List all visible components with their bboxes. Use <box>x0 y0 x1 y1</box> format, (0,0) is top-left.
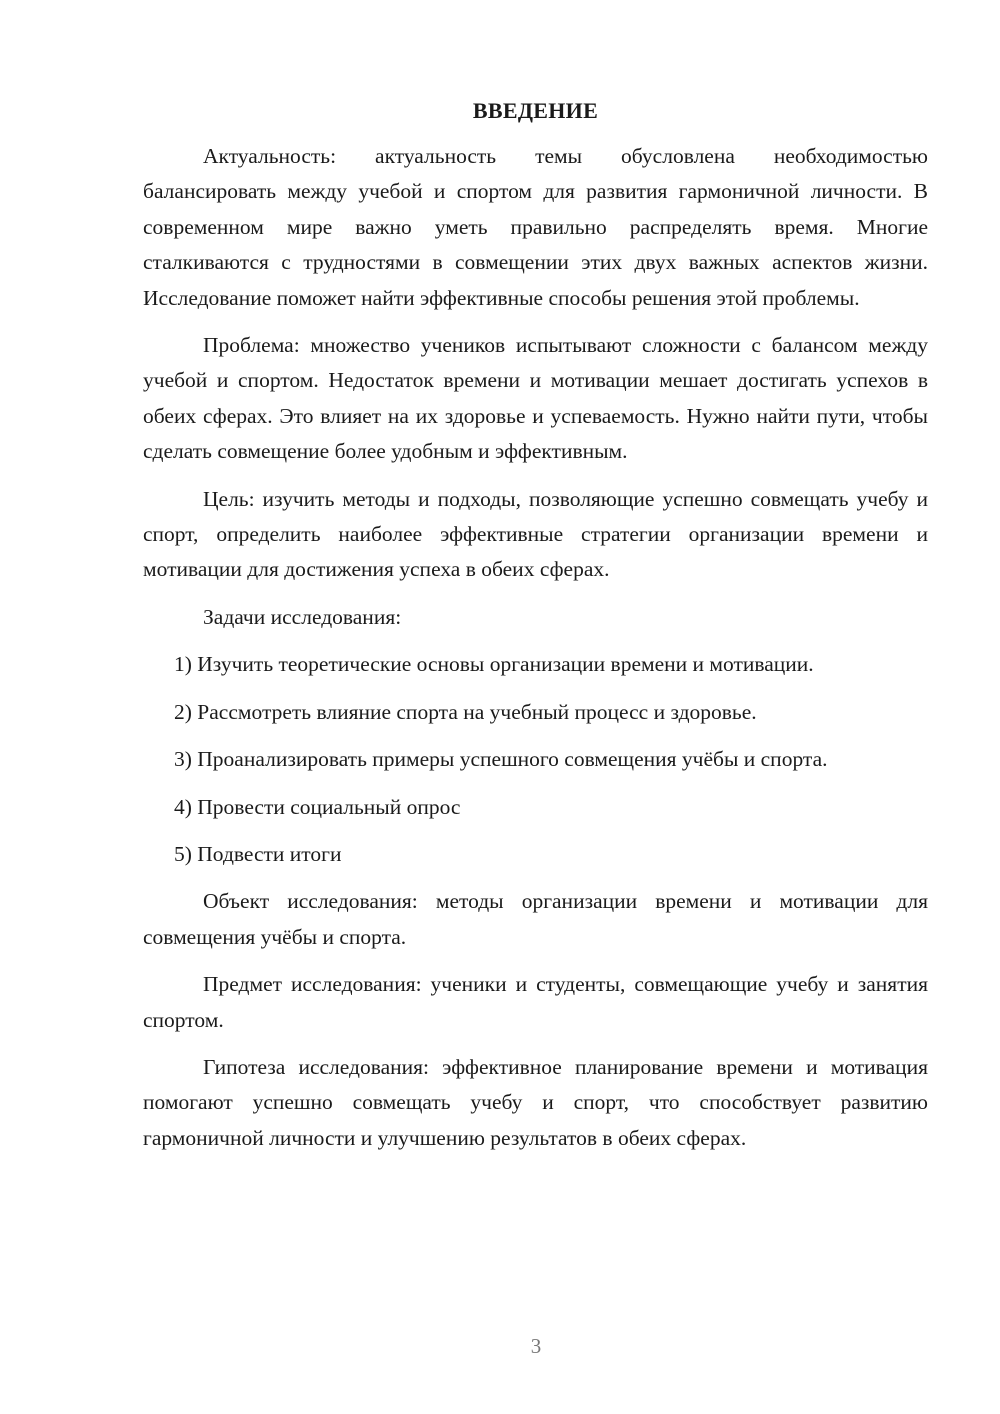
task-item-1: 1) Изучить теоретические основы организации времени и мотивации. <box>174 652 814 677</box>
page-number: 3 <box>530 1334 542 1358</box>
paragraph-relevance: Актуальность: актуальность темы обусловлена необходимостью балансировать между учебой и спортом для развития гармоничной личности. В современном мире важно уметь правильно распределять время. Многие сталкиваются с трудностями в совмещении этих двух важных аспектов жизни. Исследование поможет найти эффективные способы решения этой проблемы. <box>143 144 928 310</box>
paragraph-goal: Цель: изучить методы и подходы, позволяющие успешно совмещать учебу и спорт, определить наиболее эффективные стратегии организации времени и мотивации для достижения успеха в обеих сферах. <box>143 486 928 582</box>
document-page <box>143 96 928 1168</box>
task-item-2: 2) Рассмотреть влияние спорта на учебный процесс и здоровье. <box>174 699 757 724</box>
section-title: ВВЕДЕНИЕ <box>472 98 599 123</box>
task-item-4: 4) Провести социальный опрос <box>174 794 461 819</box>
paragraph-tasks-heading: Задачи исследования: <box>203 604 402 629</box>
paragraph-subject: Предмет исследования: ученики и студенты, совмещающие учебу и занятия спортом. <box>143 972 928 1032</box>
paragraph-problem: Проблема: множество учеников испытывают сложности с балансом между учебой и спортом. Недостаток времени и мотивации мешает достигать успехов в обеих сферах. Это влияет на их здоровье и успеваемость. Нужно найти пути, чтобы сделать совмещение более удобным и эффективным. <box>143 333 928 464</box>
task-item-5: 5) Подвести итоги <box>174 841 342 866</box>
paragraph-hypothesis: Гипотеза исследования: эффективное планирование времени и мотивация помогают успешно совмещать учебу и спорт, что способствует развитию гармоничной личности и улучшению результатов в обеих сферах. <box>143 1054 928 1150</box>
paragraph-object: Объект исследования: методы организации времени и мотивации для совмещения учёбы и спорта. <box>143 889 928 949</box>
task-item-3: 3) Проанализировать примеры успешного совмещения учёбы и спорта. <box>174 747 828 772</box>
